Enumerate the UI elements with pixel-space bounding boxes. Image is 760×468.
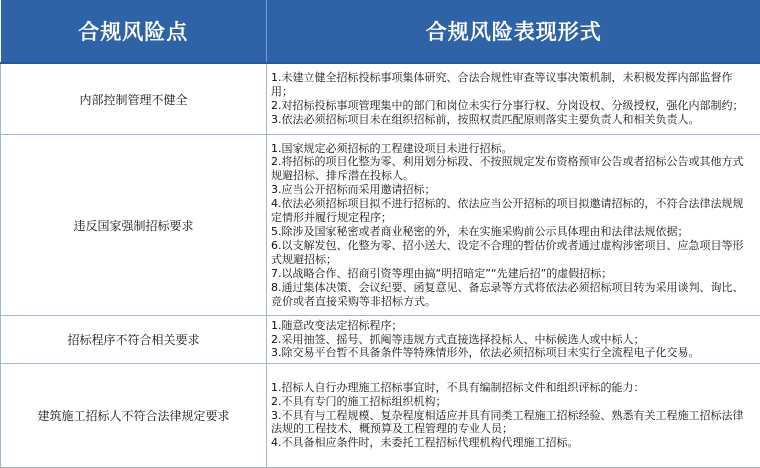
risk-form-item: 7.以战略合作、招商引资等理由搞“明招暗定”“先建后招”的虚假招标； xyxy=(271,267,752,281)
risk-form-item: 1.国家规定必须招标的工程建设项目未进行招标。 xyxy=(271,142,752,156)
risk-point-cell: 违反国家强制招标要求 xyxy=(1,135,267,316)
risk-form-item: 4.不具备相应条件时，未委托工程招标代理机构代理施工招标。 xyxy=(271,436,752,450)
risk-point-cell: 建筑施工招标人不符合法律规定要求 xyxy=(1,364,267,468)
risk-form-item: 1.招标人自行办理施工招标事宜时，不具有编制招标文件和组织评标的能力： xyxy=(271,381,752,395)
header-risk-point: 合规风险点 xyxy=(1,0,267,63)
header-risk-forms: 合规风险表现形式 xyxy=(267,0,760,63)
risk-point-cell: 内部控制管理不健全 xyxy=(1,63,267,135)
risk-form-item: 3.不具有与工程规模、复杂程度相适应并具有同类工程施工招标经验、熟悉有关工程施工招标法律法规的工程技术、概预算及工程管理的专业人员； xyxy=(271,409,752,437)
risk-form-item: 2.对招标投标事项管理集中的部门和岗位未实行分事行权、分岗设权、分级授权，强化内部制约； xyxy=(271,99,752,113)
risk-forms-cell xyxy=(267,63,760,135)
risk-form-item: 1.未建立健全招标投标事项集体研究、合法合规性审查等议事决策机制，未积极发挥内部监督作用； xyxy=(271,71,752,99)
risk-form-item: 4.依法必须招标项目拟不进行招标的、依法应当公开招标的项目拟邀请招标的，不符合法律法规规定情形并履行规定程序； xyxy=(271,197,752,225)
risk-form-item: 6.以支解发包、化整为零、招小送大、设定不合理的暂估价或者通过虚构涉密项目、应急项目等形式规避招标； xyxy=(271,239,752,267)
risk-point-cell: 招标程序不符合相关要求 xyxy=(1,316,267,364)
risk-forms-cell xyxy=(267,135,760,316)
table-row xyxy=(1,135,760,316)
risk-form-item: 8.通过集体决策、会议纪要、函复意见、备忘录等方式将依法必须招标项目转为采用谈判、询比、竞价或者直接采购等非招标方式。 xyxy=(271,281,752,309)
risk-form-item: 3.除交易平台暂不具备条件等特殊情形外，依法必须招标项目未实行全流程电子化交易。 xyxy=(271,346,752,360)
table-header xyxy=(1,0,760,63)
table-row xyxy=(1,316,760,364)
risk-form-item: 5.除涉及国家秘密或者商业秘密的外，未在实施采购前公示具体理由和法律法规依据； xyxy=(271,225,752,239)
table-row xyxy=(1,364,760,468)
risk-form-item: 3.依法必须招标项目未在组织招标前，按照权责匹配原则落实主要负责人和相关负责人。 xyxy=(271,113,752,127)
risk-form-item: 2.将招标的项目化整为零、利用划分标段、不按照规定发布资格预审公告或者招标公告或其他方式规避招标、排斥潜在投标人。 xyxy=(271,155,752,183)
risk-form-item: 1.随意改变法定招标程序； xyxy=(271,319,752,333)
risk-form-item: 3.应当公开招标而采用邀请招标； xyxy=(271,183,752,197)
risk-forms-cell xyxy=(267,316,760,364)
risk-forms-cell xyxy=(267,364,760,468)
risk-form-item: 2.不具有专门的施工招标组织机构； xyxy=(271,395,752,409)
header-row xyxy=(1,0,760,63)
risk-form-item: 2.采用抽签、摇号、抓阄等违规方式直接选择投标人、中标候选人或中标人； xyxy=(271,333,752,347)
table-row xyxy=(1,63,760,135)
